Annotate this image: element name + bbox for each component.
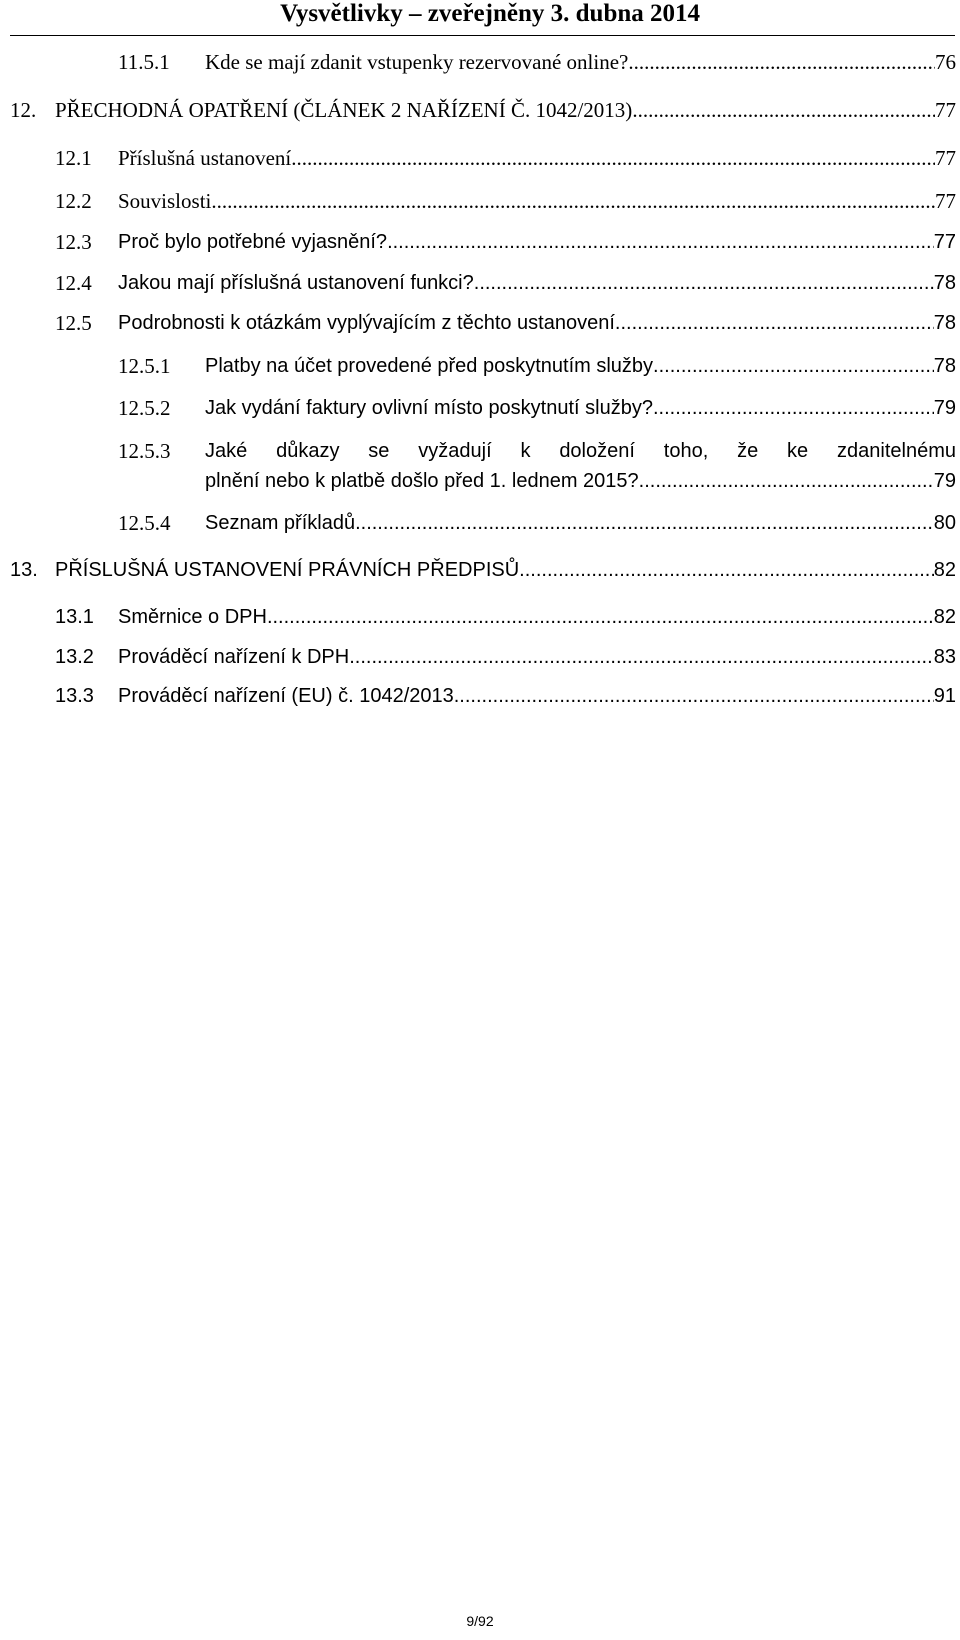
toc-entry-page: 77 [933,231,956,253]
toc-entry-number: 12.1 [55,146,92,170]
toc-entry[interactable] [0,46,960,78]
toc-entry-title: Proč bylo potřebné vyjasnění? [118,231,388,253]
toc-entry-title-line1: Jaké důkazy se vyžadují k doložení toho, že ke zdanitelnému [205,440,956,462]
toc-entry-number: 12.3 [55,230,92,254]
toc-entry-number: 13.2 [55,646,94,668]
toc-entry-title: Směrnice o DPH [118,606,267,628]
toc-entry-title: Souvislosti [118,189,212,213]
toc-entry[interactable] [0,392,960,424]
toc-entry[interactable] [0,680,960,712]
toc-entry[interactable] [0,350,960,382]
toc-entry-number: 13.3 [55,685,94,707]
toc-entry-page: 77 [935,146,956,170]
toc-entry-number: 13. [10,559,38,581]
toc-entry-number: 12.4 [55,271,92,295]
page-number-footer: 9/92 [466,1613,494,1629]
toc-entry-page: 80 [933,512,956,534]
toc-entry-number: 12.5.3 [118,439,171,463]
toc-leader-dots [291,142,935,174]
toc-entry-page: 78 [933,312,956,334]
toc-entry-title: Prováděcí nařízení (EU) č. 1042/2013 [118,685,454,707]
toc-leader-dots [387,226,934,258]
toc-entry-page: 82 [933,559,956,581]
toc-leader-dots [639,465,934,497]
toc-entry[interactable] [0,554,960,586]
toc-entry-title: Prováděcí nařízení k DPH [118,646,350,668]
toc-leader-dots [628,46,935,78]
toc-entry-title: PŘÍSLUŠNÁ USTANOVENÍ PRÁVNÍCH PŘEDPISŮ [55,559,520,581]
toc-entry-page: 91 [933,685,956,707]
toc-entry-number: 12.5.2 [118,396,171,420]
toc-entry-page: 83 [933,646,956,668]
toc-entry[interactable] [0,641,960,673]
toc-entry[interactable] [0,267,960,299]
toc-leader-dots [474,267,934,299]
toc-leader-dots [355,507,934,539]
toc-entry[interactable] [0,307,960,339]
toc-entry[interactable] [0,507,960,539]
toc-entry-page: 78 [933,272,956,294]
toc-entry[interactable] [0,601,960,633]
toc-leader-dots [211,185,935,217]
toc-entry[interactable] [0,226,960,258]
toc-entry[interactable] [0,435,960,507]
toc-entry-number: 12.5.1 [118,354,171,378]
toc-leader-dots [267,601,934,633]
toc-entry-number: 12.5 [55,311,92,335]
toc-entry[interactable] [0,142,960,174]
toc-leader-dots [632,94,935,126]
toc-leader-dots [454,680,934,712]
toc-entry-number: 12.5.4 [118,511,171,535]
toc-entry[interactable] [0,94,960,126]
toc-leader-dots [519,554,934,586]
toc-entry-number: 12.2 [55,189,92,213]
toc-entry-number: 13.1 [55,606,94,628]
header-title: Vysvětlivky – zveřejněny 3. dubna 2014 [280,0,700,27]
toc-entry-title: PŘECHODNÁ OPATŘENÍ (ČLÁNEK 2 NAŘÍZENÍ Č. 1042/2013) [55,98,633,122]
toc-entry-page: 78 [933,355,956,377]
toc-entry-title: Kde se mají zdanit vstupenky rezervované online? [205,50,629,74]
toc-entry-number: 12. [10,98,37,122]
page-header [0,0,960,38]
toc-entry-title: Jakou mají příslušná ustanovení funkci? [118,272,474,294]
toc-leader-dots [653,392,934,424]
toc-entry-page: 77 [935,98,956,122]
toc-entry-page: 79 [933,470,956,492]
toc-entry-page: 79 [933,397,956,419]
toc-entry[interactable] [0,185,960,217]
toc-entry-number: 11.5.1 [118,50,170,74]
toc-entry-title: Podrobnosti k otázkám vyplývajícím z těchto ustanovení [118,312,615,334]
toc-leader-dots [615,307,934,339]
toc-entry-page: 76 [935,50,956,74]
toc-entry-title: plnění nebo k platbě došlo před 1. lednem 2015? [205,470,639,492]
toc-entry-title: Příslušná ustanovení [118,146,292,170]
toc-entry-title: Seznam příkladů [205,512,356,534]
toc-leader-dots [349,641,934,673]
toc-entry-title: Jak vydání faktury ovlivní místo poskytnutí služby? [205,397,653,419]
toc-entry-title: Platby na účet provedené před poskytnutím služby [205,355,654,377]
toc-entry-page: 82 [933,606,956,628]
header-divider [10,35,955,36]
toc-entry-page: 77 [935,189,956,213]
toc-leader-dots [653,350,934,382]
